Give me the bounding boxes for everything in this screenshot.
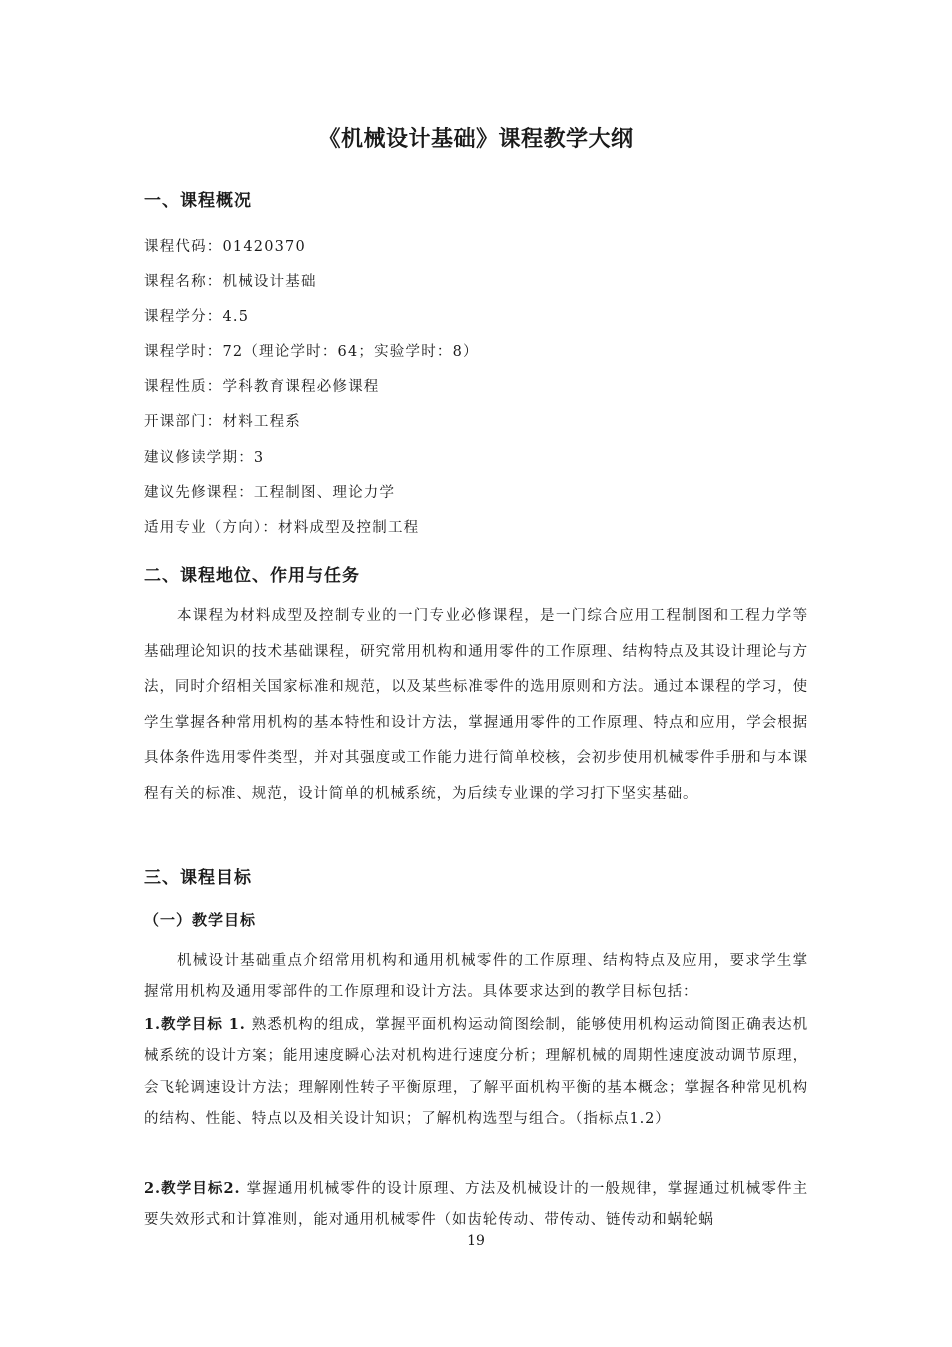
teaching-goal-2-text: 掌握通用机械零件的设计原理、方法及机械设计的一般规律，掌握通过机械零件主要失效形式和计算准则，能对通用机械零件（如齿轮传动、带传动、链传动和蜗轮蜗 — [144, 1181, 808, 1229]
info-line-major: 适用专业（方向）：材料成型及控制工程 — [144, 520, 420, 536]
info-line-semester: 建议修读学期：3 — [144, 450, 265, 466]
objectives-intro-paragraph: 机械设计基础重点介绍常用机构和通用机械零件的工作原理、结构特点及应用，要求学生掌握常用机构及通用零部件的工作原理和设计方法。具体要求达到的教学目标包括： — [144, 953, 808, 1001]
teaching-goal-2 — [144, 1173, 808, 1237]
teaching-goal-1 — [144, 1009, 808, 1135]
section-heading-overview: 一、课程概况 — [144, 191, 252, 211]
info-line-course-code: 课程代码：01420370 — [144, 239, 306, 255]
position-paragraph: 本课程为材料成型及控制专业的一门专业必修课程，是一门综合应用工程制图和工程力学等基础理论知识的技术基础课程，研究常用机构和通用零件的工作原理、结构特点及其设计理论与方法，同时介绍相关国家标准和规范，以及某些标准零件的选用原则和方法。通过本课程的学习，使学生掌握各种常用机构的基本特性和设计方法，掌握通用零件的工作原理、特点和应用，学会根据具体条件选用零件类型，并对其强度或工作能力进行简单校核，会初步使用机械零件手册和与本课程有关的标准、规范，设计简单的机械系统，为后续专业课的学习打下坚实基础。 — [144, 608, 808, 802]
document-title: 《机械设计基础》课程教学大纲 — [318, 126, 634, 152]
info-line-course-name: 课程名称：机械设计基础 — [144, 274, 317, 290]
teaching-goal-2-label: 2.教学目标2. — [144, 1180, 241, 1197]
info-line-nature: 课程性质：学科教育课程必修课程 — [144, 379, 380, 395]
teaching-goal-1-label: 1.教学目标 1. — [144, 1016, 246, 1033]
info-line-credits: 课程学分：4.5 — [144, 309, 250, 325]
info-line-prerequisites: 建议先修课程：工程制图、理论力学 — [144, 485, 396, 501]
info-line-hours: 课程学时：72（理论学时：64；实验学时：8） — [144, 344, 479, 360]
page-number: 19 — [467, 1233, 485, 1249]
sub-heading-teaching-objectives: （一）教学目标 — [144, 911, 257, 929]
section-heading-position: 二、课程地位、作用与任务 — [144, 566, 360, 586]
teaching-goal-1-text: 熟悉机构的组成，掌握平面机构运动简图绘制，能够使用机构运动简图正确表达机械系统的设计方案；能用速度瞬心法对机构进行速度分析；理解机械的周期性速度波动调节原理，会飞轮调速设计方法；理解刚性转子平衡原理，了解平面机构平衡的基本概念；掌握各种常见机构的结构、性能、特点以及相关设计知识；了解机构选型与组合。（指标点1.2） — [144, 1017, 808, 1127]
section-heading-objectives: 三、课程目标 — [144, 868, 252, 888]
info-line-department: 开课部门：材料工程系 — [144, 414, 301, 430]
